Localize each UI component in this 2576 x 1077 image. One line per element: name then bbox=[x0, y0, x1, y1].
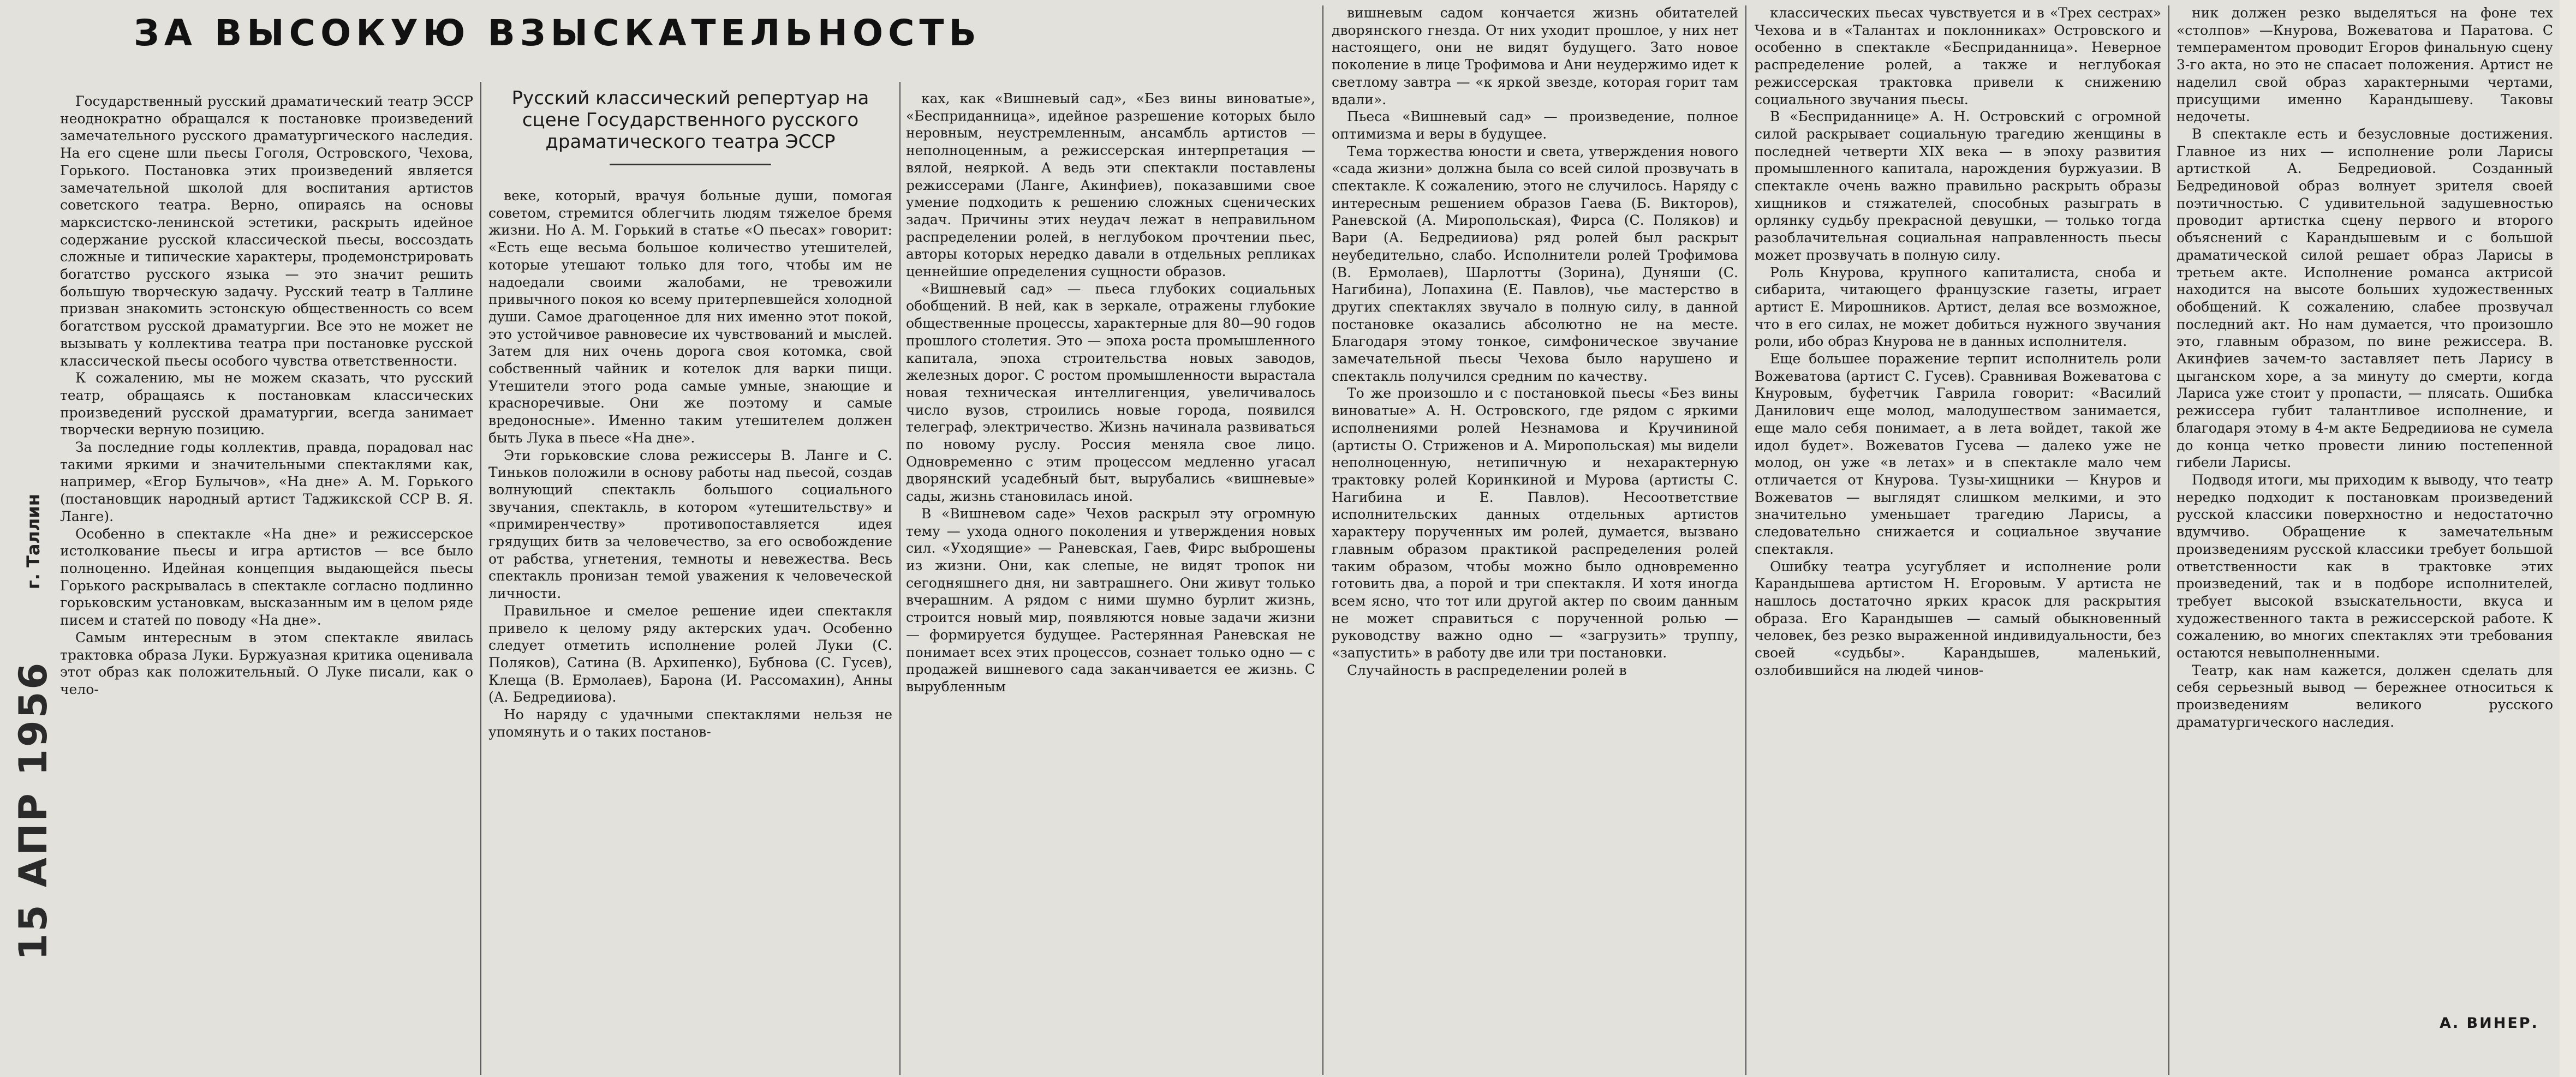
paragraph: ник должен резко выделяться на фоне тех «столпов» —Кнурова, Вожеватова и Паратова. С темпераментом проводит Егоров финальную сцену 3-го акта, но это не спасает положения. Артист не наделил свой образ характерными чертами, присущими именно Карандышеву. Таковы недочеты. bbox=[2177, 5, 2553, 125]
paragraph: В спектакле есть и безусловные достижения. Главное из них — исполнение роли Ларисы артисткой А. Бедредиовой. Созданный Бедрединовой образ волнует зрителя своей поэтичностью. С удивительной задушевностью проводит артистка сцену первого и второго объяснений с Карандышевым и с большой драматической силой решает образ Ларисы в третьем акте. Исполнение романса актрисой находится на высоте больших художественных обобщений. К сожалению, слабее прозвучал последний акт. Но нам думается, что произошло это, главным образом, по вине режиссера. В. Акинфиев зачем-то заставляет петь Ларису в цыганском хоре, а за минуту до смерти, когда Лариса уже стоит у пропасти, — плясать. Ошибка режиссера губит талантливое исполнение, и благодаря этому в 4-м акте Бедредииова не сумела до конца четко провести линию постепенной гибели Ларисы. bbox=[2177, 125, 2553, 471]
column-5 bbox=[1755, 4, 2161, 1075]
column-4 bbox=[1332, 4, 1738, 1075]
column-3 bbox=[906, 90, 1315, 1075]
author-signature: А. ВИНЕР. bbox=[2440, 1015, 2539, 1032]
paragraph: Особенно в спектакле «На дне» и режиссерское истолкование пьесы и игра артистов — все было полноценно. Идейная концепция выдающейся пьесы Горького раскрывалась в спектакле согласно подлинно горьковским установкам, высказанным им в целом ряде писем и статей по поводу «На дне». bbox=[60, 525, 473, 629]
paragraph: веке, который, врачуя больные души, помогая советом, стремится облегчить людям тяжелое бремя жизни. Но А. М. Горький в статье «О пьесах» говорит: «Есть еще весьма большое количество утешителей, которые утешают только для того, чтобы им не надоедали своими жалобами, не тревожили привычного покоя ко всему притерпевшейся холодной души. Самое драгоценное для них именно этот покой, это устойчивое равновесие их чувствований и мыслей. Затем для них очень дорога своя котомка, свой собственный чайник и котелок для варки пищи. Утешители этого рода самые умные, знающие и красноречивые. Они же поэтому и самые вредоносные». Именно таким утешителем должен быть Лука в пьесе «На дне». bbox=[488, 188, 892, 446]
paragraph: классических пьесах чувствуется и в «Трех сестрах» Чехова и в «Талантах и поклонниках» Островского и особенно в спектакле «Бесприданница». Неверное распределение ролей, а также и неглубокая режиссерская трактовка привели к снижению социального звучания пьесы. bbox=[1755, 5, 2161, 107]
paragraph: Театр, как нам кажется, должен сделать для себя серьезный вывод — бережнее относиться к произведениям великого русского драматургического наследия. bbox=[2177, 662, 2553, 730]
paragraph: Подводя итоги, мы приходим к выводу, что театр нередко подходит к постановкам произведений русской классики поверхностно и недостаточно вдумчиво. Обращение к замечательным произведениям русской классики требует большой ответственности как в трактовке этих произведений, так и в подборе исполнителей, требует высокой взыскательности, вкуса и художественного такта в режиссерской работе. К сожалению, во многих спектаклях эти требования остаются невыполненными. bbox=[2177, 471, 2553, 661]
column-2 bbox=[488, 87, 892, 1075]
paragraph: Эти горьковские слова режиссеры В. Ланге и С. Тиньков положили в основу работы над пьесой, создав волнующий спектакль большого социального звучания, спектакль, в котором «утешительству» и «примиренчеству» противопоставляется идея грядущих битв за человечество, за его освобождение от рабства, угнетения, темноты и невежества. Весь спектакль пронизан темой уважения к человеческой личности. bbox=[488, 447, 892, 602]
paper-edge bbox=[2560, 0, 2576, 1077]
paragraph: Роль Кнурова, крупного капиталиста, сноба и сибарита, читающего французские газеты, играет артист Е. Мирошников. Артист, делая все возможное, что в его силах, не может добиться нужного звучания роли, ибо образ Кнурова не в данных исполнителя. bbox=[1755, 264, 2161, 350]
headline: ЗА ВЫСОКУЮ ВЗЫСКАТЕЛЬНОСТЬ bbox=[134, 12, 981, 54]
paragraph: Пьеса «Вишневый сад» — произведение, полное оптимизма и веры в будущее. bbox=[1332, 109, 1738, 142]
subtitle: Русский классический репертуар на сцене Государственного русского драматического театра ЭССР bbox=[511, 87, 869, 153]
paragraph: Но наряду с удачными спектаклями нельзя не упомянуть и о таких постанов- bbox=[488, 707, 892, 740]
paragraph: ках, как «Вишневый сад», «Без вины виноватые», «Бесприданница», идейное разрешение которых было неровным, неустремленным, ансамбль артистов — неполноценным, а режиссерская интерпретация — вялой, неяркой. А ведь эти спектакли поставлены режиссерами (Ланге, Акинфиев), показавшими свое умение подходить к решению сложных сценических задач. Причины этих неудач лежат в неправильном распределении ролей, в неглубоком прочтении пьес, авторы которых нередко давали в отдельных репликах ценнейшие определения сущности образов. bbox=[906, 91, 1315, 280]
paragraph: Правильное и смелое решение идеи спектакля привело к целому ряду актерских удач. Особенно следует отметить исполнение ролей Луки (С. Поляков), Сатина (В. Архипенко), Бубнова (С. Гусев), Клеща (В. Ермолаев), Барона (И. Рассомахин), Анны (А. Бедредииова). bbox=[488, 602, 892, 705]
paragraph: «Вишневый сад» — пьеса глубоких социальных обобщений. В ней, как в зеркале, отражены глубокие общественные процессы, характерные для 80—90 годов прошлого столетия. Это — эпоха роста промышленного капитала, эпоха строительства новых заводов, железных дорог. С ростом промышленности вырастала новая техническая интеллигенция, увеличивалось число вузов, строились новые города, появился телеграф, электричество. Жизнь начинала развиваться по новому руслу. Россия меняла свое лицо. Одновременно с этим процессом медленно угасал дворянский усадебный быт, вырубались «вишневые» сады, жизнь становилась иной. bbox=[906, 280, 1315, 505]
column-divider bbox=[2168, 5, 2169, 1075]
paragraph: Государственный русский драматический театр ЭССР неоднократно обращался к постановке произведений замечательного русского драматургического наследия. На его сцене шли пьесы Гоголя, Островского, Чехова, Горького. Постановка этих произведений является замечательной школой для воспитания артистов советского театра. Верно, опираясь на основы марксистско-ленинской эстетики, раскрыть идейное содержание русской классической пьесы, воссоздать сложные и типические характеры, продемонстрировать богатство русского языка — это значит решить большую творческую задачу. Русский театр в Таллине призван знакомить эстонскую общественность со всем богатством русской драматургии. Все это не может не вызывать у коллектива театра при постановке русской классической пьесы особого чувства ответственности. bbox=[60, 93, 473, 369]
column-divider bbox=[899, 82, 901, 1075]
paragraph: Случайность в распределении ролей в bbox=[1347, 662, 1627, 678]
column-divider bbox=[1745, 5, 1746, 1075]
paragraph: В «Бесприданнице» А. Н. Островский с огромной силой раскрывает социальную трагедию женщины в последней четверти XIX века — в эпоху развития промышленного капитала, нарождения буржуазии. В спектакле очень важно правильно раскрыть образы хищников и стяжателей, способных разыграть в орлянку судьбу прекрасной девушки, — только тогда разоблачительная социальная направленность пьесы может прозвучать в полную силу. bbox=[1755, 109, 2161, 263]
column-divider bbox=[1322, 5, 1323, 1075]
paragraph: В «Вишневом саде» Чехов раскрыл эту огромную тему — ухода одного поколения и утверждения новых сил. «Уходящие» — Раневская, Гаев, Фирс выброшены из жизни. Они, как слепые, не видят тропок ни сегодняшнего дня, ни завтрашнего. Они живут только вчерашним. А рядом с ними шумно бурлит жизнь, строится новый мир, появляются новые задачи жизни — формируется будущее. Растерянная Раневская не понимает всех этих процессов, сознает только одно — с продажей вишневого сада заканчивается ее жизнь. С вырубленным bbox=[906, 505, 1315, 695]
column-divider bbox=[480, 82, 481, 1075]
paragraph: За последние годы коллектив, правда, порадовал нас такими яркими и значительными спектаклями как, например, «Егор Булычов», «На дне» А. М. Горького (постановщик народный артист Таджикской ССР В. Я. Ланге). bbox=[60, 439, 473, 524]
paragraph: вишневым садом кончается жизнь обитателей дворянского гнезда. От них уходит прошлое, у них нет настоящего, они не видят будущего. Зато новое поколение в лице Трофимова и Ани неудержимо идет к светлому завтра — «к яркой звезде, которая горит там вдали». bbox=[1332, 5, 1738, 107]
subtitle-rule bbox=[610, 164, 771, 165]
date-stamp: 15 АПР 1956 bbox=[11, 660, 56, 960]
paragraph: Самым интересным в этом спектакле явилась трактовка образа Луки. Буржуазная критика оценивала этот образ как положительный. О Луке писали, как о чело- bbox=[60, 629, 473, 697]
paragraph: Еще большее поражение терпит исполнитель роли Вожеватова (артист С. Гусев). Сравнивая Вожеватова с Кнуровым, буфетчик Гаврила говорит: «Василий Данилович еще молод, малодушеством занимается, еще мало себя понимает, а в лета войдет, такой же идол будет». Вожеватов Гусева — далеко уже не молод, он уже «в летах» и в спектакле мало чем отличается от Кнурова. Тузы-хищники — Кнуров и Вожеватов — выглядят слишком мелкими, и это значительно уменьшает трагедию Ларисы, а следовательно снижается и социальное звучание спектакля. bbox=[1755, 351, 2161, 557]
paragraph: К сожалению, мы не можем сказать, что русский театр, обращаясь к постановкам классических произведений русской драматургии, всегда занимает творчески верную позицию. bbox=[60, 370, 473, 438]
column-1 bbox=[60, 93, 473, 1075]
city-margin-note: г. Таллин bbox=[23, 494, 44, 589]
paragraph: Ошибку театра усугубляет и исполнение роли Карандышева артистом Н. Егоровым. У артиста не нашлось достаточно ярких красок для раскрытия образа. Его Карандышев — самый обыкновенный человек, без резко выраженной индивидуальности, без своей «судьбы». Карандышев, маленький, озлобившийся на людей чинов- bbox=[1755, 558, 2161, 678]
paragraph: То же произошло и с постановкой пьесы «Без вины виноватые» А. Н. Островского, где рядом с яркими исполнениями ролей Незнамова и Кручининой (артисты О. Стриженов и А. Миропольская) мы видели неполноценную, нетипичную и нехарактерную трактовку ролей Коринкиной и Мурова (артисты С. Нагибина и Е. Павлов). Несоответствие исполнительских данных отдельных артистов характеру порученных им ролей, думается, вызвано главным образом практикой распределения ролей таким образом, чтобы можно было одновременно готовить два, а порой и три спектакля. И хотя иногда всем ясно, что тот или другой актер по своим данным не может справиться с порученной ролью — руководству важно одно — «загрузить» труппу, «запустить» в работу две или три постановки. bbox=[1332, 385, 1738, 661]
paragraph: Тема торжества юности и света, утверждения нового «сада жизни» должна была со всей силой прозвучать в спектакле. К сожалению, этого не случилось. Наряду с интересным решением образов Гаева (Б. Викторов), Раневской (А. Миропольская), Фирса (С. Поляков) и Вари (А. Бедредииова) ряд ролей был раскрыт неубедительно, слабо. Исполнители ролей Трофимова (В. Ермолаев), Шарлотты (Зорина), Дуняши (С. Нагибина), Лопахина (Е. Павлов), чье мастерство в других спектаклях звучало в полную силу, в данной постановке оказались абсолютно не на месте. Благодаря этому тонкое, симфоническое звучание замечательной пьесы Чехова было нарушено и спектакль получился средним по качеству. bbox=[1332, 143, 1738, 384]
column-6 bbox=[2177, 4, 2553, 1074]
